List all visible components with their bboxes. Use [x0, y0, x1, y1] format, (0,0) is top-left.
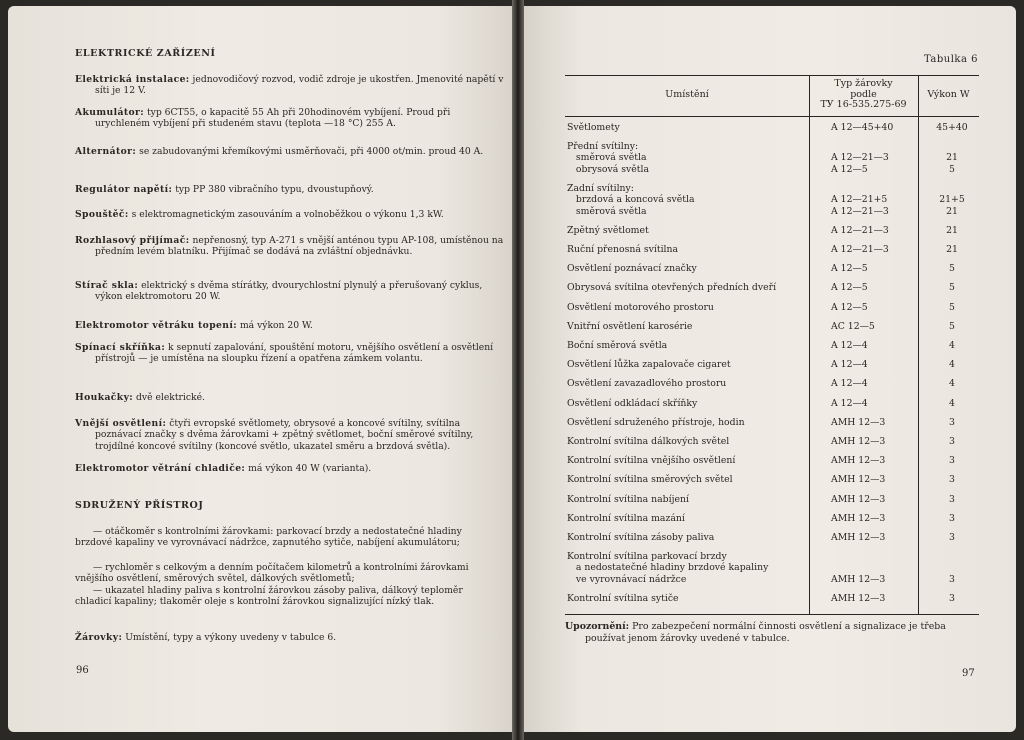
- type-cell-line: A 12—4: [831, 378, 868, 390]
- power-cell: [925, 141, 979, 175]
- power-cell-line: 4: [949, 340, 955, 351]
- power-cell-line: 3: [949, 493, 955, 505]
- power-cell: [925, 263, 979, 274]
- spec-paragraph: [75, 146, 505, 157]
- spec-paragraph: [75, 418, 505, 452]
- power-cell-line: 21: [946, 152, 958, 164]
- paragraph-label: Akumulátor:: [75, 107, 145, 118]
- paragraph-text: elektrický s dvěma stírátky, dvourychlostní plynulý a přerušovaný cyklus, výkon elektromotoru 20 W.: [95, 280, 483, 303]
- paragraph-text: s elektromagnetickým zasouváním a volnoběžkou o výkonu 1,3 kW.: [131, 209, 444, 220]
- location-cell: [567, 436, 807, 447]
- location-cell-line: Přední svítilny:: [567, 141, 639, 153]
- spec-paragraph: [75, 342, 505, 365]
- power-cell-line: 5: [949, 301, 955, 313]
- power-cell-line: 3: [949, 512, 955, 524]
- location-cell: [567, 244, 807, 255]
- power-cell: [925, 494, 979, 505]
- location-cell: [567, 593, 807, 604]
- page-number-left: 96: [76, 665, 89, 676]
- location-cell-line: Osvětlení motorového prostoru: [567, 301, 714, 313]
- power-cell-line: 5: [949, 320, 955, 332]
- paragraph-text: k sepnutí zapalování, spouštění motoru, vnějšího osvětlení a osvětlení přístrojů — je umístěna na sloupku řízení a opatřena zámkem volantu.: [95, 342, 494, 365]
- type-cell-line: A 12—45+40: [831, 122, 894, 133]
- power-cell: [925, 225, 979, 236]
- location-cell-line: obrysová světla: [567, 163, 650, 175]
- power-cell-line: 45+40: [936, 122, 968, 133]
- power-cell-line: [925, 141, 979, 152]
- type-cell-line: AMH 12—3: [831, 455, 886, 467]
- location-cell-line: a nedostatečné hladiny brzdové kapaliny: [567, 562, 769, 574]
- paragraph-text: čtyři evropské světlomety, obrysové a koncové svítilny, svítilna poznávací značky s dvěma žárovkami + zpětný světlomet, boční směrové svítilny, trojdílné koncové svítilny (koncové světlo, ukazatel směru a brzdová světla).: [95, 418, 474, 452]
- bullet-item: — otáčkoměr s kontrolními žárovkami: parkovací brzdy a nedostatečné hladiny brzdové kapaliny ve vyrovnávací nádržce, zapnutého sytiče, nabíjení akumulátoru;: [75, 526, 462, 549]
- location-cell-line: Zadní svítilny:: [567, 183, 634, 194]
- paragraph-text: jednovodičový rozvod, vodič zdroje je ukostřen. Jmenovité napětí v síti je 12 V.: [95, 74, 504, 97]
- type-cell-line: AMH 12—3: [831, 474, 886, 486]
- type-cell-line: A 12—21—3: [831, 152, 889, 164]
- location-cell-line: Obrysová svítilna otevřených předních dveří: [567, 282, 777, 294]
- spec-paragraph: [75, 320, 505, 331]
- type-cell-line: A 12—5: [831, 282, 868, 294]
- power-cell-line: 3: [949, 532, 955, 543]
- power-cell: [925, 302, 979, 313]
- type-cell-line: A 12—5: [831, 301, 868, 313]
- location-cell: [567, 302, 807, 313]
- power-cell-line: 21: [946, 224, 958, 236]
- spec-paragraph: [75, 184, 505, 195]
- note-label: Upozornění:: [565, 621, 630, 632]
- power-cell: [925, 122, 979, 133]
- location-cell: [567, 141, 807, 175]
- spec-paragraph: [75, 463, 505, 474]
- location-cell-line: Kontrolní svítilna parkovací brzdy: [567, 551, 727, 563]
- power-cell: [925, 183, 979, 217]
- location-cell: [567, 513, 807, 524]
- power-cell: [925, 474, 979, 485]
- type-cell-line: AMH 12—3: [831, 573, 886, 585]
- power-cell-line: 4: [949, 397, 955, 409]
- power-cell-line: [925, 551, 979, 562]
- paragraph-label: Žárovky:: [75, 632, 123, 643]
- section-heading: ELEKTRICKÉ ZAŘÍZENÍ: [75, 48, 216, 59]
- power-cell-line: 3: [949, 455, 955, 467]
- power-cell: [925, 340, 979, 351]
- location-cell-line: Kontrolní svítilna vnějšího osvětlení: [567, 455, 736, 467]
- power-cell-line: 21: [946, 244, 958, 255]
- paragraph-label: Regulátor napětí:: [75, 184, 173, 195]
- power-cell-line: 21+5: [939, 194, 965, 206]
- type-cell-line: A 12—4: [831, 359, 868, 371]
- note-text-continued: používat jenom žárovky uvedené v tabulce.: [585, 633, 790, 644]
- power-cell-line: 21: [946, 205, 958, 217]
- paragraph-text: dvě elektrické.: [136, 392, 205, 403]
- power-cell: [925, 282, 979, 293]
- location-cell-line: Kontrolní svítilna mazání: [567, 512, 685, 524]
- location-cell: [567, 321, 807, 332]
- type-cell-line: AMH 12—3: [831, 436, 886, 447]
- paragraph-label: Elektromotor větrání chladiče:: [75, 463, 246, 474]
- bulbs-paragraph: [75, 632, 493, 643]
- power-cell: [925, 417, 979, 428]
- type-cell-line: A 12—21+5: [831, 194, 888, 206]
- spec-paragraph: [75, 392, 505, 403]
- spec-paragraph: [75, 74, 505, 97]
- power-cell-line: 4: [949, 378, 955, 390]
- column-divider: [809, 76, 810, 614]
- paragraph-label: Spínací skříňka:: [75, 342, 166, 353]
- paragraph-text: se zabudovanými křemíkovými usměrňovači, při 4000 ot/min. proud 40 A.: [139, 146, 484, 157]
- power-cell: [925, 378, 979, 389]
- power-cell-line: [925, 183, 979, 194]
- bullet-item: — ukazatel hladiny paliva s kontrolní žárovkou zásoby paliva, dálkový teploměr chladicí kapaliny; tlakoměr oleje s kontrolní žárovkou signalizující nízký tlak.: [75, 585, 463, 608]
- type-cell-line: AMH 12—3: [831, 493, 886, 505]
- location-cell: [567, 263, 807, 274]
- paragraph-label: Stírač skla:: [75, 280, 139, 291]
- power-cell-line: 3: [949, 593, 955, 604]
- location-cell: [567, 183, 807, 217]
- power-cell: [925, 593, 979, 604]
- location-cell-line: Zpětný světlomet: [567, 224, 649, 236]
- location-cell-line: směrová světla: [567, 205, 647, 217]
- power-cell-line: 3: [949, 474, 955, 486]
- power-cell-line: 3: [949, 416, 955, 428]
- type-cell-line: A 12—4: [831, 397, 868, 409]
- power-cell-line: 4: [949, 359, 955, 371]
- note-paragraph: [565, 621, 985, 645]
- type-cell-line: A 12—21—3: [831, 224, 889, 236]
- location-cell-line: Osvětlení zavazadlového prostoru: [567, 378, 727, 390]
- location-cell-line: brzdová a koncová světla: [567, 194, 695, 206]
- location-cell-line: ve vyrovnávací nádržce: [567, 573, 687, 585]
- power-cell-line: 3: [949, 573, 955, 585]
- paragraph-text: typ 6CT55, o kapacitě 55 Ah při 20hodinovém vybíjení. Proud při urychleném vybíjení při studeném stavu (teplota —18 °C) 255 A.: [95, 107, 451, 130]
- location-cell: [567, 378, 807, 389]
- header-location: Umístění: [665, 89, 709, 100]
- power-cell-line: [925, 562, 979, 573]
- power-cell: [925, 551, 979, 585]
- spec-paragraph: [75, 235, 505, 258]
- type-cell-line: AC 12—5: [831, 320, 875, 332]
- location-cell-line: Osvětlení lůžka zapalovače cigaret: [567, 359, 731, 371]
- paragraph-text: typ PP 380 vibračního typu, dvoustupňový.: [175, 184, 374, 195]
- type-cell-line: A 12—4: [831, 340, 868, 351]
- type-cell-line: AMH 12—3: [831, 532, 886, 543]
- header-type-line: Typ žárovky: [834, 78, 893, 89]
- paragraph-label: Spouštěč:: [75, 209, 129, 220]
- location-cell-line: Boční směrová světla: [567, 340, 668, 351]
- location-cell: [567, 282, 807, 293]
- location-cell-line: Kontrolní svítilna dálkových světel: [567, 436, 730, 447]
- paragraph-label: Houkačky:: [75, 392, 134, 403]
- power-cell-line: 5: [949, 163, 955, 175]
- header-type: [809, 79, 918, 111]
- location-cell: [567, 122, 807, 133]
- location-cell: [567, 398, 807, 409]
- location-cell-line: Ruční přenosná svítilna: [567, 244, 679, 255]
- power-cell: [925, 244, 979, 255]
- section-heading-2: SDRUŽENÝ PŘÍSTROJ: [75, 500, 204, 511]
- location-cell-line: Světlomety: [567, 122, 620, 133]
- spec-paragraph: [75, 280, 505, 303]
- location-cell: [567, 474, 807, 485]
- paragraph-label: Vnější osvětlení:: [75, 418, 167, 429]
- location-cell: [567, 551, 807, 585]
- page-number-right: 97: [962, 668, 975, 679]
- header-power: Výkon W: [927, 89, 970, 100]
- power-cell: [925, 513, 979, 524]
- table-title: Tabulka 6: [924, 54, 978, 65]
- power-cell-line: 5: [949, 263, 955, 275]
- paragraph-text: má výkon 20 W.: [239, 320, 313, 331]
- location-cell-line: Vnitřní osvětlení karosérie: [567, 320, 693, 332]
- location-cell-line: Kontrolní svítilna zásoby paliva: [567, 532, 715, 543]
- spec-paragraph: [75, 107, 505, 130]
- paragraph-label: Alternátor:: [75, 146, 137, 157]
- bullet-item: — rychloměr s celkovým a denním počítačem kilometrů a kontrolními žárovkami vnějšího osvětlení, směrových světel, dálkových světlometů;: [75, 562, 469, 585]
- header-type-line: podle: [850, 88, 877, 100]
- location-cell-line: Osvětlení odkládací skříňky: [567, 397, 698, 409]
- type-cell-line: AMH 12—3: [831, 416, 886, 428]
- type-cell-line: A 12—5: [831, 263, 868, 275]
- header-divider: [565, 116, 979, 117]
- location-cell-line: Osvětlení sdruženého přístroje, hodin: [567, 416, 745, 428]
- location-cell-line: Kontrolní svítilna nabíjení: [567, 493, 689, 505]
- power-cell: [925, 321, 979, 332]
- power-cell-line: 5: [949, 282, 955, 294]
- bulb-table: [565, 75, 979, 615]
- location-cell: [567, 340, 807, 351]
- location-cell: [567, 359, 807, 370]
- paragraph-label: Rozhlasový přijímač:: [75, 235, 190, 246]
- book-gutter: [512, 0, 524, 740]
- location-cell-line: Kontrolní svítilna sytiče: [567, 593, 679, 604]
- type-cell-line: A 12—5: [831, 163, 868, 175]
- location-cell: [567, 494, 807, 505]
- power-cell: [925, 436, 979, 447]
- power-cell: [925, 398, 979, 409]
- paragraph-text: má výkon 40 W (varianta).: [248, 463, 372, 474]
- type-cell-line: AMH 12—3: [831, 593, 886, 604]
- location-cell: [567, 532, 807, 543]
- location-cell: [567, 455, 807, 466]
- location-cell-line: Osvětlení poznávací značky: [567, 263, 697, 275]
- power-cell: [925, 455, 979, 466]
- header-type-line: ТУ 16-535.275-69: [820, 99, 907, 110]
- location-cell-line: Kontrolní svítilna směrových světel: [567, 474, 733, 486]
- type-cell-line: A 12—21—3: [831, 205, 889, 217]
- paragraph-label: Elektromotor větráku topení:: [75, 320, 238, 331]
- note-text: Pro zabezpečení normální činnosti osvětlení a signalizace je třeba: [632, 621, 946, 632]
- location-cell: [567, 417, 807, 428]
- paragraph-text: Umístění, typy a výkony uvedeny v tabulce 6.: [125, 632, 337, 643]
- paragraph-text: nepřenosný, typ A-271 s vnější anténou typu AP-108, umístěnou na předním levém blatníku. Přijímač se dodává na zvláštní objednávku.: [95, 235, 504, 258]
- power-cell: [925, 359, 979, 370]
- power-cell-line: 3: [949, 436, 955, 447]
- spec-paragraph: [75, 209, 505, 220]
- power-cell: [925, 532, 979, 543]
- type-cell-line: A 12—21—3: [831, 244, 889, 255]
- location-cell-line: směrová světla: [567, 152, 647, 164]
- paragraph-label: Elektrická instalace:: [75, 74, 190, 85]
- type-cell-line: AMH 12—3: [831, 512, 886, 524]
- location-cell: [567, 225, 807, 236]
